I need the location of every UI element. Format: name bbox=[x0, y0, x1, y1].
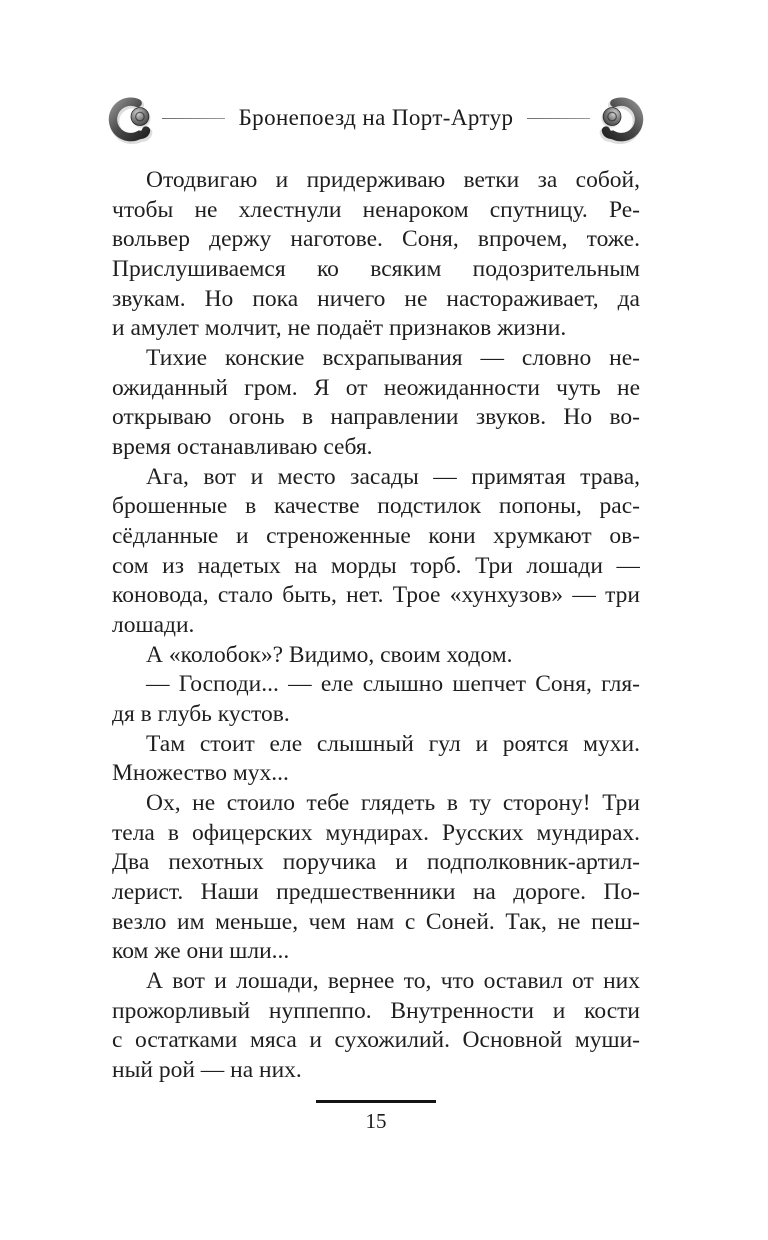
text-line: с остатками мяса и сухожилий. Основной муши- bbox=[112, 1027, 640, 1054]
text-line: сёдланные и стреноженные кони хрумкают ов- bbox=[112, 523, 640, 550]
text-line: Ага, вот и место засады — примятая трава, bbox=[146, 463, 640, 490]
swirl-flourish-icon bbox=[104, 89, 160, 147]
paragraph bbox=[112, 344, 640, 463]
text-line: коновода, стало быть, нет. Трое «хунхузов» — три bbox=[112, 582, 640, 609]
header-rule-right bbox=[527, 118, 590, 119]
text-line: Множество мух... bbox=[112, 760, 289, 787]
text-line: ожиданный гром. Я от неожиданности чуть не bbox=[112, 374, 640, 401]
running-header bbox=[104, 88, 648, 148]
chapter-title: Бронепоезд на Порт-Артур bbox=[238, 105, 514, 130]
page-footer bbox=[112, 1100, 640, 1133]
paragraph bbox=[112, 789, 640, 967]
text-line: везло им меньше, чем нам с Соней. Так, не пеш- bbox=[112, 908, 640, 935]
text-line: лошади. bbox=[112, 612, 195, 639]
text-line: открываю огонь в направлении звуков. Но во- bbox=[112, 404, 640, 431]
text-line: ный рой — на них. bbox=[112, 1057, 302, 1084]
swirl-flourish-icon bbox=[592, 89, 648, 147]
text-line: время останавливаю себя. bbox=[112, 434, 373, 461]
page-body bbox=[112, 166, 640, 1086]
paragraph bbox=[112, 641, 640, 671]
page-number: 15 bbox=[365, 1109, 387, 1133]
text-line: прожорливый нуппеппо. Внутренности и кости bbox=[112, 997, 640, 1024]
text-line: вольвер держу наготове. Соня, впрочем, тоже. bbox=[112, 226, 640, 253]
text-line: — Господи... — еле слышно шепчет Соня, гля- bbox=[146, 671, 640, 698]
text-line: сом из надетых на морды торб. Три лошади — bbox=[112, 552, 640, 579]
header-rule-left bbox=[162, 118, 225, 119]
text-line: А вот и лошади, вернее то, что оставил от них bbox=[146, 968, 640, 995]
text-line: лерист. Наши предшественники на дороге. По- bbox=[112, 879, 640, 906]
text-line: звукам. Но пока ничего не настораживает, да bbox=[112, 285, 640, 312]
paragraph bbox=[112, 463, 640, 641]
text-line: А «колобок»? Видимо, своим ходом. bbox=[146, 641, 513, 668]
text-line: Ох, не стоило тебе глядеть в ту сторону! Три bbox=[146, 790, 640, 817]
text-line: дя в глубь кустов. bbox=[112, 701, 290, 728]
text-line: брошенные в качестве подстилок попоны, рас- bbox=[112, 493, 640, 520]
paragraph bbox=[112, 670, 640, 729]
footer-rule bbox=[316, 1100, 436, 1103]
text-line: тела в офицерских мундирах. Русских мундирах. bbox=[112, 819, 640, 846]
paragraph bbox=[112, 730, 640, 789]
text-line: чтобы не хлестнули ненароком спутницу. Ре- bbox=[112, 196, 640, 223]
paragraph bbox=[112, 166, 640, 344]
text-line: Два пехотных поручика и подполковник-артил- bbox=[112, 849, 640, 876]
paragraph bbox=[112, 967, 640, 1086]
text-line: Отодвигаю и придерживаю ветки за собой, bbox=[146, 167, 640, 193]
text-line: и амулет молчит, не подаёт признаков жизни. bbox=[112, 315, 567, 342]
text-line: Там стоит еле слышный гул и роятся мухи. bbox=[146, 730, 640, 757]
text-line: Тихие конские всхрапывания — словно не- bbox=[146, 345, 640, 372]
text-line: Прислушиваемся ко всяким подозрительным bbox=[112, 256, 640, 283]
text-line: ком же они шли... bbox=[112, 938, 290, 965]
